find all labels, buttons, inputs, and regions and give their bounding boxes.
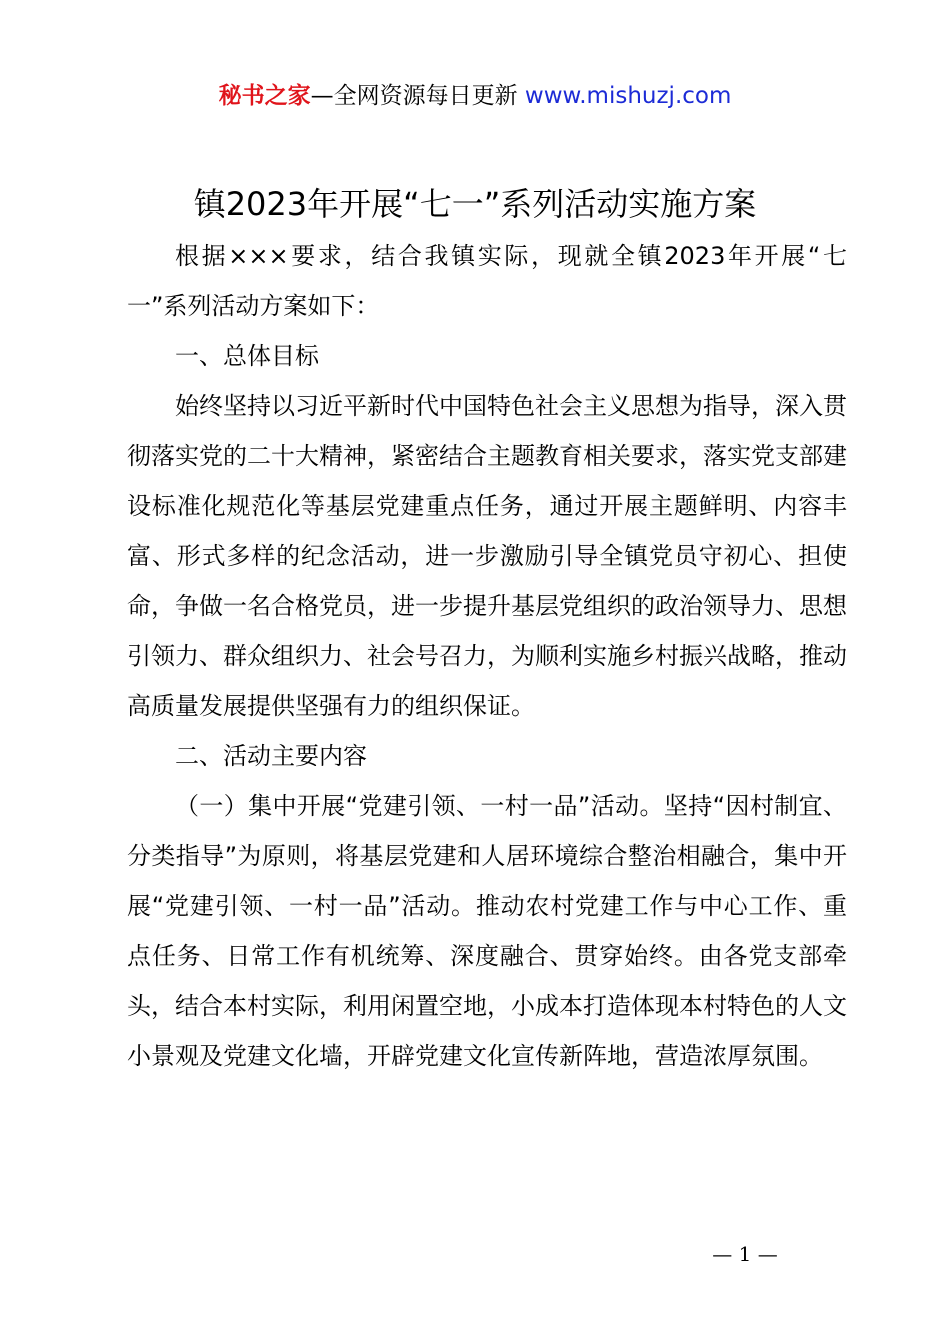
site-header [0,80,950,112]
site-url-link[interactable]: www.mishuzj.com [524,83,732,109]
section-heading-main-content: 二、活动主要内容 [175,742,367,770]
brand-name: 秘书之家 [218,83,311,109]
header-tagline: —全网资源每日更新 [310,83,518,109]
activity-item-paragraph: （一）集中开展“党建引领、一村一品”活动。坚持“因村制宜、分类指导”为原则，将基层党建和人居环境综合整治相融合，集中开展“党建引领、一村一品”活动。推动农村党建工作与中心工作、重点任务、日常工作有机统筹、深度融合、贯穿始终。由各党支部牵头，结合本村实际，利用闲置空地，小成本打造体现本村特色的人文小景观及党建文化墙，开辟党建文化宣传新阵地，营造浓厚氛围。 [127,792,847,1070]
page-number: — 1 — [712,1242,778,1266]
overall-goal-paragraph: 始终坚持以习近平新时代中国特色社会主义思想为指导，深入贯彻落实党的二十大精神，紧密结合主题教育相关要求，落实党支部建设标准化规范化等基层党建重点任务，通过开展主题鲜明、内容丰富、形式多样的纪念活动，进一步激励引导全镇党员守初心、担使命，争做一名合格党员，进一步提升基层党组织的政治领导力、思想引领力、群众组织力、社会号召力，为顺利实施乡村振兴战略，推动高质量发展提供坚强有力的组织保证。 [127,392,847,720]
document-body [127,231,847,1081]
intro-paragraph: 根据×××要求，结合我镇实际，现就全镇2023年开展“七一”系列活动方案如下： [127,242,847,320]
document-title: 镇2023年开展“七一”系列活动实施方案 [193,185,757,223]
section-heading-overall-goal: 一、总体目标 [175,342,319,370]
